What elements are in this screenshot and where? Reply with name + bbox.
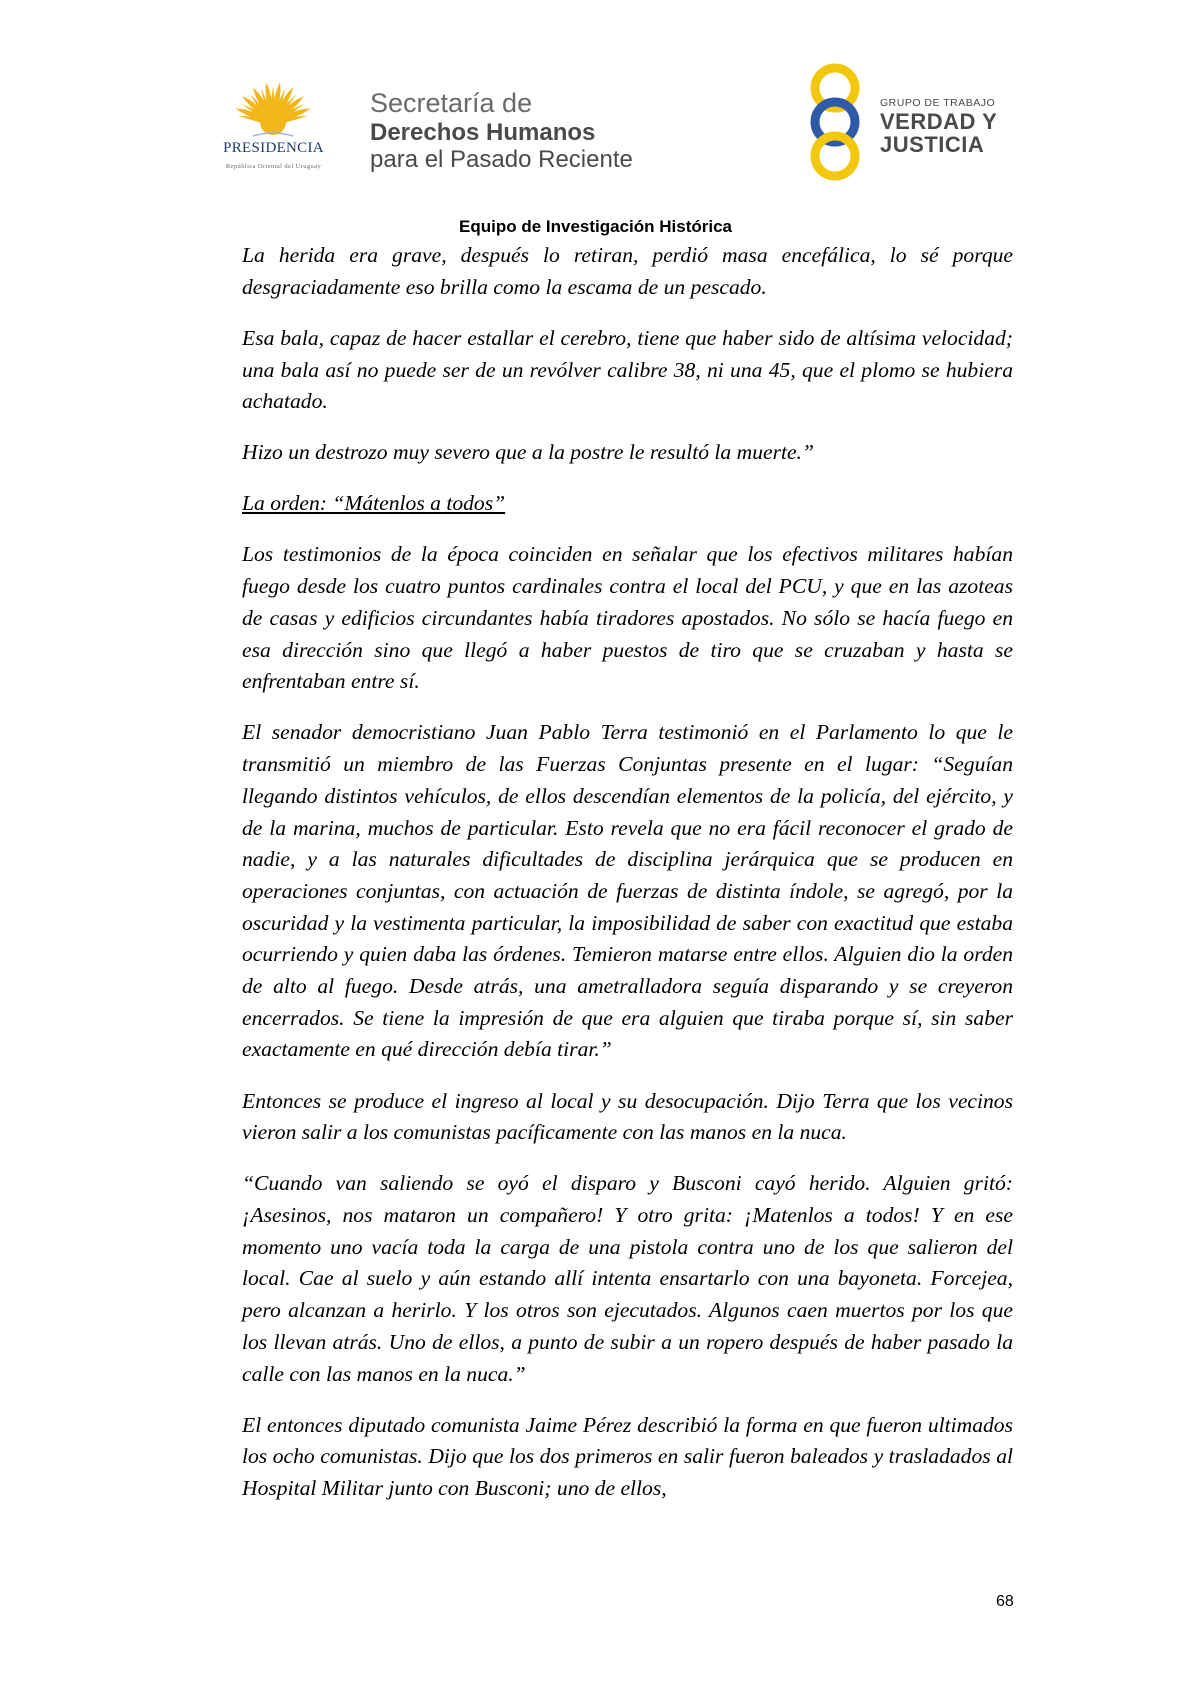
paragraph: Hizo un destrozo muy severo que a la postre le resultó la muerte.” xyxy=(242,440,814,465)
paragraph: Esa bala, capaz de hacer estallar el cerebro, tiene que haber sido de altísima velocidad; una bala así no puede ser de un revólver calibre 38, ni una 45, que el plomo se hubiera achatado. xyxy=(242,325,1013,414)
paragraph: Los testimonios de la época coinciden en señalar que los efectivos militares habían fuego desde los cuatro puntos cardinales contra el local del PCU, y que en las azoteas de casas y edificios circundantes había tiradores apostados. No sólo se hacía fuego en esa dirección sino que llegó a haber puestos de tiro que se cruzaban y hasta se enfrentaban entre sí. xyxy=(242,542,1013,694)
paragraph: El senador democristiano Juan Pablo Terra testimonió en el Parlamento lo que le transmitió un miembro de las Fuerzas Conjuntas presente en el lugar: “Seguían llegando distintos vehículos, de ellos descendían elementos de la policía, del ejército, y de la marina, muchos de particular. Esto revela que no era fácil reconocer el grado de nadie, y a las naturales dificultades de disciplina jerárquica que se producen en operaciones conjuntas, con actuación de fuerzas de distinta índole, se agregó, por la oscuridad y la vestimenta particular, la imposibilidad de saber con exactitud que estaba ocurriendo y quien daba las órdenes. Temieron matarse entre ellos. Alguien dio la orden de alto al fuego. Desde atrás, una ametralladora seguía disparando y se creyeron encerrados. Se tiene la impresión de que era alguien que tiraba porque sí, sin saber exactamente en qué dirección debía tirar.” xyxy=(242,720,1013,1062)
secretaria-line3: para el Pasado Reciente xyxy=(370,146,633,173)
presidencia-subtitle: República Oriental del Uruguay xyxy=(225,163,322,170)
gtvj-title xyxy=(880,110,997,156)
sun-icon xyxy=(223,78,323,140)
verdad-justicia-logo xyxy=(800,60,1010,185)
secretaria-line1: Secretaría de xyxy=(370,88,533,118)
paragraph: Entonces se produce el ingreso al local y su desocupación. Dijo Terra que los vecinos vieron salir a los comunistas pacíficamente con las manos en la nuca. xyxy=(242,1088,1013,1145)
linked-rings-icon xyxy=(800,60,880,185)
paragraph: La herida era grave, después lo retiran, perdió masa encefálica, lo sé porque desgraciadamente eso brilla como la escama de un pescado. xyxy=(242,243,1013,299)
secretaria-logo-text xyxy=(370,88,633,173)
gtvj-title-line1: VERDAD Y xyxy=(880,109,998,134)
paragraph: “Cuando van saliendo se oyó el disparo y Busconi cayó herido. Alguien gritó: ¡Asesinos, nos mataron un compañero! Y otro grita: ¡Matenlos a todos! Y en ese momento uno vacía toda la carga de una pistola contra uno de los que salieron del local. Cae al suelo y aún estando allí intenta ensartarlo con una bayoneta. Forcejea, pero alcanzan a herirlo. Y los otros son ejecutados. Algunos caen muertos por los que los llevan atrás. Uno de ellos, a punto de subir a un ropero después de haber pasado la calle con las manos en la nuca.” xyxy=(242,1171,1013,1386)
secretaria-line2: Derechos Humanos xyxy=(370,119,596,146)
section-heading: La orden: “Mátenlos a todos” xyxy=(242,491,506,516)
gtvj-title-line2: JUSTICIA xyxy=(880,132,985,157)
page-header xyxy=(0,0,1191,240)
paragraph: El entonces diputado comunista Jaime Pérez describió la forma en que fueron ultimados los ocho comunistas. Dijo que los dos primeros en salir fueron baleados y trasladados al Hospital Militar junto con Busconi; uno de ellos, xyxy=(242,1412,1013,1501)
team-title: Equipo de Investigación Histórica xyxy=(459,217,732,236)
presidencia-name: PRESIDENCIA xyxy=(223,140,324,156)
page-number: 68 xyxy=(996,1593,1014,1610)
presidencia-logo xyxy=(196,78,351,188)
document-body xyxy=(242,240,1013,1524)
gtvj-small-text: GRUPO DE TRABAJO xyxy=(880,97,996,109)
